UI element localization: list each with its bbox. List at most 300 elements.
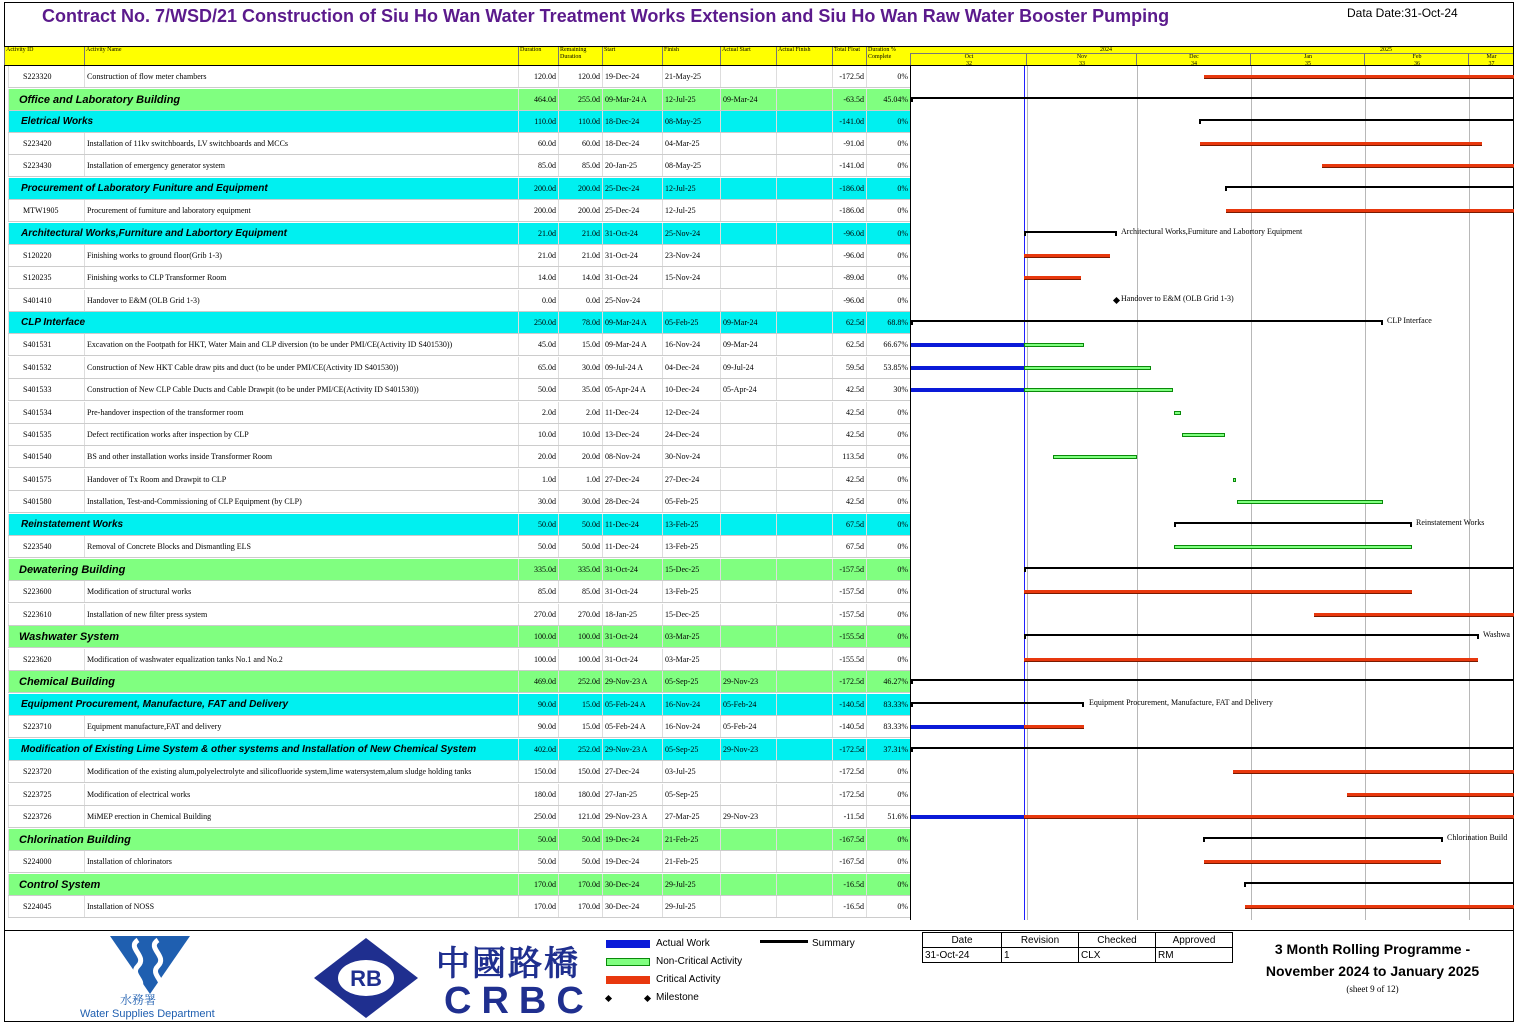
activity-row[interactable] bbox=[8, 155, 910, 177]
summary-bar bbox=[1199, 119, 1514, 121]
wbs-row[interactable] bbox=[8, 694, 910, 716]
cell-total: 42.5d bbox=[832, 402, 866, 423]
cell-rem: 30.0d bbox=[558, 357, 602, 378]
cell-afin bbox=[776, 514, 832, 535]
cell-pct: 0% bbox=[866, 178, 910, 199]
cell-pct: 0% bbox=[866, 604, 910, 625]
rev-header-date: Date bbox=[923, 933, 1002, 948]
wbs-row[interactable] bbox=[8, 178, 910, 200]
cell-start: 09-Mar-24 A bbox=[602, 334, 662, 355]
critical-bar bbox=[1024, 658, 1478, 662]
cell-id: S120220 bbox=[8, 245, 84, 266]
cell-id: S223600 bbox=[8, 581, 84, 602]
cell-id: MTW1905 bbox=[8, 200, 84, 221]
gantt-label-handover: Handover to E&M (OLB Grid 1-3) bbox=[1121, 294, 1234, 303]
gridline bbox=[1027, 66, 1028, 920]
wbs-row[interactable] bbox=[8, 89, 910, 111]
rev-approved: RM bbox=[1156, 948, 1233, 963]
cell-astart bbox=[720, 66, 776, 87]
gridline bbox=[1469, 66, 1470, 920]
cell-total: -157.5d bbox=[832, 559, 866, 580]
cell-dur: 21.0d bbox=[518, 245, 558, 266]
wbs-row[interactable] bbox=[8, 671, 910, 693]
cell-name: Installation of chlorinators bbox=[84, 851, 518, 872]
cell-name: BS and other installation works inside Transformer Room bbox=[84, 446, 518, 467]
activity-row[interactable] bbox=[8, 784, 910, 806]
cell-total: -96.0d bbox=[832, 290, 866, 311]
col-actual-start: Actual Start bbox=[720, 47, 776, 65]
cell-start: 28-Dec-24 bbox=[602, 491, 662, 512]
cell-rem: 14.0d bbox=[558, 267, 602, 288]
month-dec: Dec 34 bbox=[1136, 54, 1250, 65]
cell-total: -91.0d bbox=[832, 133, 866, 154]
cell-astart bbox=[720, 896, 776, 917]
cell-start: 18-Dec-24 bbox=[602, 133, 662, 154]
cell-name: Removal of Concrete Blocks and Dismantling ELS bbox=[84, 536, 518, 557]
activity-row[interactable] bbox=[8, 581, 910, 603]
cell-name: Handover to E&M (OLB Grid 1-3) bbox=[84, 290, 518, 311]
summary-bar-cap bbox=[1381, 320, 1383, 325]
cell-pct: 0% bbox=[866, 402, 910, 423]
cell-start: 18-Dec-24 bbox=[602, 111, 662, 132]
cell-rem: 35.0d bbox=[558, 379, 602, 400]
cell-total: -167.5d bbox=[832, 851, 866, 872]
cell-afin bbox=[776, 424, 832, 445]
activity-row[interactable] bbox=[8, 200, 910, 222]
summary-bar-cap bbox=[1024, 231, 1026, 236]
cell-start: 11-Dec-24 bbox=[602, 402, 662, 423]
summary-bar-cap bbox=[1024, 634, 1026, 639]
activity-row[interactable] bbox=[8, 851, 910, 873]
cell-total: -167.5d bbox=[832, 829, 866, 850]
cell-astart: 05-Apr-24 bbox=[720, 379, 776, 400]
cell-astart bbox=[720, 424, 776, 445]
cell-rem: 2.0d bbox=[558, 402, 602, 423]
wbs-row[interactable] bbox=[8, 874, 910, 896]
cell-name: Equipment Procurement, Manufacture, FAT and Delivery bbox=[8, 694, 518, 715]
cell-pct: 0% bbox=[866, 649, 910, 670]
cell-rem: 255.0d bbox=[558, 89, 602, 110]
wbs-row[interactable] bbox=[8, 111, 910, 133]
cell-rem: 252.0d bbox=[558, 671, 602, 692]
cell-pct: 53.85% bbox=[866, 357, 910, 378]
wbs-row[interactable] bbox=[8, 559, 910, 581]
cell-dur: 270.0d bbox=[518, 604, 558, 625]
cell-rem: 1.0d bbox=[558, 469, 602, 490]
cell-rem: 110.0d bbox=[558, 111, 602, 132]
programme-title bbox=[1240, 938, 1505, 982]
cell-rem: 100.0d bbox=[558, 626, 602, 647]
noncritical-bar bbox=[1024, 388, 1173, 392]
cell-finish: 12-Dec-24 bbox=[662, 402, 720, 423]
cell-finish: 13-Feb-25 bbox=[662, 581, 720, 602]
cell-total: -157.5d bbox=[832, 604, 866, 625]
cell-start: 27-Dec-24 bbox=[602, 469, 662, 490]
cell-afin bbox=[776, 111, 832, 132]
cell-astart: 09-Mar-24 bbox=[720, 89, 776, 110]
col-duration: Duration bbox=[518, 47, 558, 65]
activity-row[interactable] bbox=[8, 604, 910, 626]
cell-astart: 29-Nov-23 bbox=[720, 739, 776, 760]
cell-id: S401540 bbox=[8, 446, 84, 467]
cell-start: 31-Oct-24 bbox=[602, 581, 662, 602]
cell-astart bbox=[720, 874, 776, 895]
cell-afin bbox=[776, 491, 832, 512]
gantt-label-arch: Architectural Works,Furniture and Labortory Equipment bbox=[1121, 227, 1303, 236]
cell-start: 05-Feb-24 A bbox=[602, 716, 662, 737]
page-title: Contract No. 7/WSD/21 Construction of Siu Ho Wan Water Treatment Works Extension and Siu Ho Wan Raw Water Booster Pumping bbox=[42, 6, 1170, 26]
summary-bar-cap bbox=[1115, 231, 1117, 236]
cell-afin bbox=[776, 312, 832, 333]
cell-astart: 29-Nov-23 bbox=[720, 671, 776, 692]
cell-name: Modification of washwater equalization tanks No.1 and No.2 bbox=[84, 649, 518, 670]
cell-rem: 21.0d bbox=[558, 223, 602, 244]
cell-pct: 0% bbox=[866, 851, 910, 872]
cell-id: S401533 bbox=[8, 379, 84, 400]
cell-start: 11-Dec-24 bbox=[602, 536, 662, 557]
cell-pct: 0% bbox=[866, 761, 910, 782]
cell-finish: 03-Jul-25 bbox=[662, 761, 720, 782]
cell-name: Finishing works to ground floor(Grib 1-3) bbox=[84, 245, 518, 266]
cell-finish: 03-Mar-25 bbox=[662, 649, 720, 670]
cell-dur: 170.0d bbox=[518, 874, 558, 895]
cell-name: Washwater System bbox=[8, 626, 518, 647]
summary-bar bbox=[1024, 567, 1514, 569]
cell-afin bbox=[776, 784, 832, 805]
cell-pct: 0% bbox=[866, 133, 910, 154]
sheet-number: (sheet 9 of 12) bbox=[1346, 984, 1399, 994]
month-nov: Nov 33 bbox=[1026, 54, 1136, 65]
wbs-row[interactable] bbox=[8, 739, 910, 761]
cell-astart bbox=[720, 829, 776, 850]
programme-line1: 3 Month Rolling Programme - bbox=[1274, 941, 1471, 957]
col-finish: Finish bbox=[662, 47, 720, 65]
cell-id: S223610 bbox=[8, 604, 84, 625]
cell-dur: 120.0d bbox=[518, 66, 558, 87]
cell-total: -157.5d bbox=[832, 581, 866, 602]
cell-id: S224000 bbox=[8, 851, 84, 872]
activity-row[interactable] bbox=[8, 334, 910, 356]
cell-finish: 04-Dec-24 bbox=[662, 357, 720, 378]
noncritical-bar bbox=[1233, 478, 1236, 482]
cell-astart: 09-Jul-24 bbox=[720, 357, 776, 378]
cell-name: Handover of Tx Room and Drawpit to CLP bbox=[84, 469, 518, 490]
cell-start: 19-Dec-24 bbox=[602, 851, 662, 872]
cell-finish: 15-Nov-24 bbox=[662, 267, 720, 288]
cell-dur: 50.0d bbox=[518, 514, 558, 535]
cell-dur: 0.0d bbox=[518, 290, 558, 311]
cell-pct: 83.33% bbox=[866, 694, 910, 715]
activity-row[interactable] bbox=[8, 402, 910, 424]
cell-start: 31-Oct-24 bbox=[602, 223, 662, 244]
cell-total: 42.5d bbox=[832, 424, 866, 445]
activity-row[interactable] bbox=[8, 245, 910, 267]
summary-bar bbox=[1174, 522, 1412, 524]
cell-start: 31-Oct-24 bbox=[602, 626, 662, 647]
cell-dur: 2.0d bbox=[518, 402, 558, 423]
gantt-label-equip: Equipment Procurement, Manufacture, FAT and Delivery bbox=[1089, 698, 1273, 707]
cell-start: 27-Dec-24 bbox=[602, 761, 662, 782]
cell-name: Control System bbox=[8, 874, 518, 895]
cell-name: Modification of structural works bbox=[84, 581, 518, 602]
activity-row[interactable] bbox=[8, 133, 910, 155]
gridline bbox=[1365, 66, 1366, 920]
cell-pct: 68.8% bbox=[866, 312, 910, 333]
cell-name: MiMEP erection in Chemical Building bbox=[84, 806, 518, 827]
cell-pct: 30% bbox=[866, 379, 910, 400]
cell-name: Defect rectification works after inspection by CLP bbox=[84, 424, 518, 445]
cell-finish bbox=[662, 290, 720, 311]
cell-astart: 09-Mar-24 bbox=[720, 312, 776, 333]
cell-afin bbox=[776, 829, 832, 850]
cell-dur: 85.0d bbox=[518, 581, 558, 602]
cell-start: 18-Jan-25 bbox=[602, 604, 662, 625]
cell-total: 42.5d bbox=[832, 491, 866, 512]
critical-bar bbox=[1233, 770, 1514, 774]
activity-row[interactable] bbox=[8, 66, 910, 88]
wbs-row[interactable] bbox=[8, 626, 910, 648]
cell-total: -140.5d bbox=[832, 716, 866, 737]
cell-start: 25-Dec-24 bbox=[602, 178, 662, 199]
critical-bar bbox=[1024, 815, 1514, 819]
activity-row[interactable] bbox=[8, 357, 910, 379]
cell-name: Modification of the existing alum,polyelectrolyte and silicofluoride system,lime watersystem,alum sludge holding tanks bbox=[84, 761, 518, 782]
cell-rem: 100.0d bbox=[558, 649, 602, 670]
wsd-logo-icon bbox=[108, 934, 192, 994]
critical-bar bbox=[1226, 209, 1514, 213]
cell-name: Office and Laboratory Building bbox=[8, 89, 518, 110]
summary-bar-cap bbox=[1174, 522, 1176, 527]
cell-id: S223540 bbox=[8, 536, 84, 557]
cell-name: Chemical Building bbox=[8, 671, 518, 692]
summary-bar bbox=[1244, 882, 1514, 884]
cell-astart bbox=[720, 267, 776, 288]
cell-afin bbox=[776, 155, 832, 176]
cell-rem: 335.0d bbox=[558, 559, 602, 580]
activity-row[interactable] bbox=[8, 761, 910, 783]
cell-start: 08-Nov-24 bbox=[602, 446, 662, 467]
cell-finish: 10-Dec-24 bbox=[662, 379, 720, 400]
cell-name: Procurement of Laboratory Funiture and Equipment bbox=[8, 178, 518, 199]
activity-row[interactable] bbox=[8, 536, 910, 558]
cell-total: 62.5d bbox=[832, 312, 866, 333]
cell-id: S401531 bbox=[8, 334, 84, 355]
cell-id: S223726 bbox=[8, 806, 84, 827]
cell-total: -172.5d bbox=[832, 66, 866, 87]
cell-pct: 0% bbox=[866, 784, 910, 805]
cell-finish: 30-Nov-24 bbox=[662, 446, 720, 467]
cell-id: S401532 bbox=[8, 357, 84, 378]
cell-name: Eletrical Works bbox=[8, 111, 518, 132]
cell-afin bbox=[776, 806, 832, 827]
cell-id: S223620 bbox=[8, 649, 84, 670]
cell-astart bbox=[720, 581, 776, 602]
summary-bar bbox=[911, 747, 1514, 749]
actual-bar bbox=[911, 343, 1024, 347]
wsd-name-cn: 水務署 bbox=[120, 993, 157, 1007]
cell-name: Modification of electrical works bbox=[84, 784, 518, 805]
cell-astart bbox=[720, 245, 776, 266]
cell-name: Construction of New CLP Cable Ducts and Cable Drawpit (to be under PMI/CE(Activity ID S401530)) bbox=[84, 379, 518, 400]
cell-rem: 50.0d bbox=[558, 536, 602, 557]
activity-row[interactable] bbox=[8, 267, 910, 289]
activity-row[interactable] bbox=[8, 806, 910, 828]
cell-finish: 13-Feb-25 bbox=[662, 514, 720, 535]
cell-total: -172.5d bbox=[832, 761, 866, 782]
cell-pct: 51.6% bbox=[866, 806, 910, 827]
cell-total: -186.0d bbox=[832, 178, 866, 199]
noncritical-bar bbox=[1237, 500, 1383, 504]
cell-dur: 100.0d bbox=[518, 626, 558, 647]
cell-total: -96.0d bbox=[832, 223, 866, 244]
cell-total: -89.0d bbox=[832, 267, 866, 288]
cell-finish: 21-May-25 bbox=[662, 66, 720, 87]
cell-astart bbox=[720, 559, 776, 580]
summary-bar bbox=[1024, 634, 1479, 636]
cell-finish: 12-Jul-25 bbox=[662, 89, 720, 110]
cell-total: -172.5d bbox=[832, 739, 866, 760]
wbs-row[interactable] bbox=[8, 312, 910, 334]
col-actual-finish: Actual Finish bbox=[776, 47, 832, 65]
cell-rem: 170.0d bbox=[558, 874, 602, 895]
cell-id: S223420 bbox=[8, 133, 84, 154]
cell-name: Reinstatement Works bbox=[8, 514, 518, 535]
cell-total: -63.5d bbox=[832, 89, 866, 110]
actual-bar bbox=[911, 815, 1024, 819]
cell-start: 05-Apr-24 A bbox=[602, 379, 662, 400]
cell-dur: 50.0d bbox=[518, 829, 558, 850]
summary-bar-cap bbox=[911, 97, 913, 102]
cell-name: Procurement of furniture and laboratory equipment bbox=[84, 200, 518, 221]
summary-bar bbox=[911, 320, 1383, 322]
activity-row[interactable] bbox=[8, 379, 910, 401]
cell-pct: 0% bbox=[866, 896, 910, 917]
cell-dur: 65.0d bbox=[518, 357, 558, 378]
wbs-row[interactable] bbox=[8, 223, 910, 245]
legend-actual-swatch bbox=[606, 940, 650, 948]
cell-pct: 0% bbox=[866, 874, 910, 895]
cell-pct: 0% bbox=[866, 829, 910, 850]
cell-rem: 21.0d bbox=[558, 245, 602, 266]
cell-afin bbox=[776, 761, 832, 782]
summary-bar-cap bbox=[911, 702, 913, 707]
cell-afin bbox=[776, 671, 832, 692]
cell-finish: 08-May-25 bbox=[662, 111, 720, 132]
gridline bbox=[1251, 66, 1252, 920]
cell-dur: 1.0d bbox=[518, 469, 558, 490]
activity-row[interactable] bbox=[8, 716, 910, 738]
noncritical-bar bbox=[1174, 545, 1412, 549]
cell-astart bbox=[720, 604, 776, 625]
activity-row[interactable] bbox=[8, 896, 910, 918]
cell-pct: 0% bbox=[866, 66, 910, 87]
cell-dur: 60.0d bbox=[518, 133, 558, 154]
activity-row[interactable] bbox=[8, 424, 910, 446]
cell-afin bbox=[776, 379, 832, 400]
cell-id: S223320 bbox=[8, 66, 84, 87]
month-feb: Feb 36 bbox=[1364, 54, 1468, 65]
cell-total: -16.5d bbox=[832, 874, 866, 895]
cell-afin bbox=[776, 851, 832, 872]
cell-start: 27-Jan-25 bbox=[602, 784, 662, 805]
cell-rem: 85.0d bbox=[558, 581, 602, 602]
cell-afin bbox=[776, 66, 832, 87]
cell-dur: 110.0d bbox=[518, 111, 558, 132]
actual-bar bbox=[911, 388, 1024, 392]
cell-name: Construction of New HKT Cable draw pits and duct (to be under PMI/CE(Activity ID S401530)) bbox=[84, 357, 518, 378]
cell-finish: 15-Dec-25 bbox=[662, 559, 720, 580]
cell-pct: 0% bbox=[866, 581, 910, 602]
summary-bar bbox=[1203, 837, 1443, 839]
activity-row[interactable] bbox=[8, 446, 910, 468]
data-date: Data Date:31-Oct-24 bbox=[1347, 6, 1458, 20]
cell-pct: 0% bbox=[866, 290, 910, 311]
activity-row[interactable] bbox=[8, 469, 910, 491]
cell-total: -172.5d bbox=[832, 671, 866, 692]
cell-name: Installation of new filter press system bbox=[84, 604, 518, 625]
cell-start: 05-Feb-24 A bbox=[602, 694, 662, 715]
cell-name: Modification of Existing Lime System & other systems and Installation of New Chemical System bbox=[8, 739, 518, 760]
cell-start: 25-Nov-24 bbox=[602, 290, 662, 311]
critical-bar bbox=[1204, 860, 1441, 864]
cell-afin bbox=[776, 267, 832, 288]
col-pct-complete: Duration % Complete bbox=[866, 47, 910, 65]
cell-finish: 05-Sep-25 bbox=[662, 671, 720, 692]
rev-checked: CLX bbox=[1079, 948, 1156, 963]
summary-bar-cap bbox=[911, 747, 913, 752]
summary-bar-cap bbox=[1199, 119, 1201, 124]
cell-finish: 05-Sep-25 bbox=[662, 784, 720, 805]
cell-start: 30-Dec-24 bbox=[602, 896, 662, 917]
cell-rem: 270.0d bbox=[558, 604, 602, 625]
cell-total: -155.5d bbox=[832, 649, 866, 670]
cell-finish: 03-Mar-25 bbox=[662, 626, 720, 647]
activity-row[interactable] bbox=[8, 491, 910, 513]
gantt-label-clp: CLP Interface bbox=[1387, 316, 1432, 325]
col-activity-id: Activity ID bbox=[4, 47, 84, 65]
wbs-row[interactable] bbox=[8, 514, 910, 536]
cell-total: -186.0d bbox=[832, 200, 866, 221]
rb-logo-text: RB bbox=[350, 966, 382, 991]
cell-afin bbox=[776, 626, 832, 647]
cell-total: -155.5d bbox=[832, 626, 866, 647]
wbs-row[interactable] bbox=[8, 829, 910, 851]
cell-total: -140.5d bbox=[832, 694, 866, 715]
noncritical-bar bbox=[1024, 366, 1151, 370]
cell-rem: 150.0d bbox=[558, 761, 602, 782]
col-start: Start bbox=[602, 47, 662, 65]
activity-row[interactable] bbox=[8, 290, 910, 312]
rev-date: 31-Oct-24 bbox=[923, 948, 1002, 963]
legend-milestone-label: Milestone bbox=[656, 992, 699, 1003]
summary-bar-cap bbox=[911, 679, 913, 684]
cell-finish: 05-Feb-25 bbox=[662, 491, 720, 512]
cell-rem: 30.0d bbox=[558, 491, 602, 512]
cell-name: Finishing works to CLP Transformer Room bbox=[84, 267, 518, 288]
cell-astart bbox=[720, 223, 776, 244]
cell-pct: 0% bbox=[866, 559, 910, 580]
cell-rem: 60.0d bbox=[558, 133, 602, 154]
cell-finish: 08-May-25 bbox=[662, 155, 720, 176]
cell-astart bbox=[720, 851, 776, 872]
activity-row[interactable] bbox=[8, 649, 910, 671]
rev-header-approved: Approved bbox=[1156, 933, 1233, 948]
timescale-header bbox=[910, 46, 1513, 66]
cell-afin bbox=[776, 739, 832, 760]
cell-afin bbox=[776, 245, 832, 266]
cell-finish: 05-Feb-25 bbox=[662, 312, 720, 333]
cell-afin bbox=[776, 896, 832, 917]
